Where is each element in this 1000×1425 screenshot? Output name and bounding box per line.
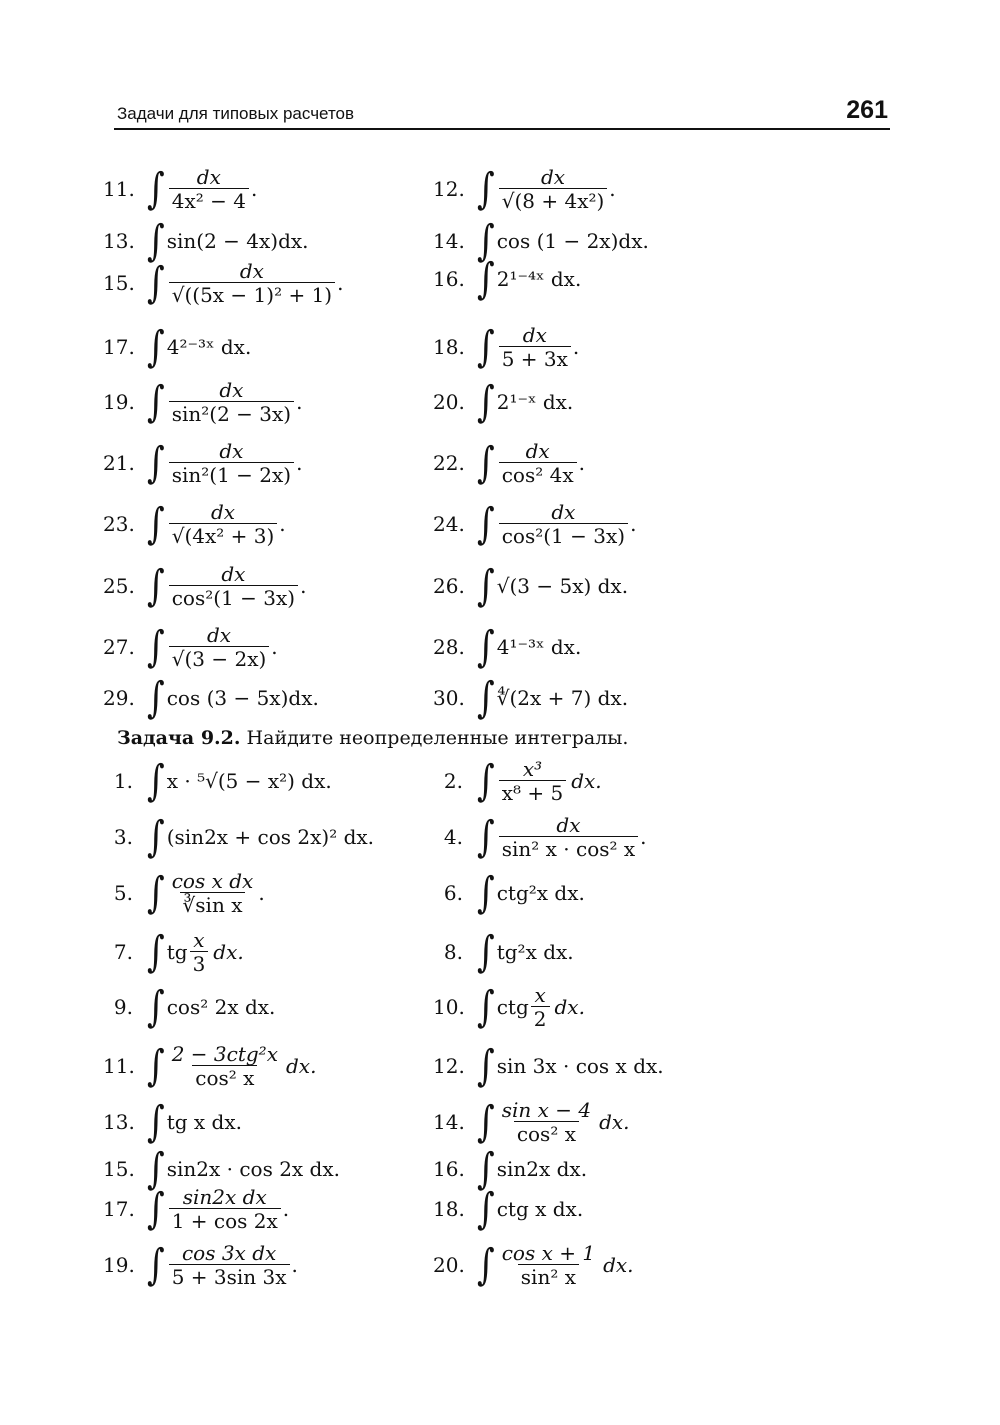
fraction (499, 1242, 598, 1288)
numerator: x (193, 928, 205, 952)
period: . (640, 825, 647, 849)
integrand: ∜(2x + 7) dx. (496, 686, 629, 710)
numerator: dx (525, 439, 550, 463)
task2-problem-10 (433, 978, 585, 1036)
denominator: 1 + cos 2x (169, 1208, 281, 1232)
task2-problem-9 (103, 978, 275, 1036)
numerator: x³ (522, 757, 543, 781)
integral-sign: ∫ (147, 673, 165, 723)
denominator: √(8 + 4x²) (499, 188, 608, 212)
numerator: dx (551, 500, 576, 524)
denominator: 2 (531, 1006, 550, 1030)
integral-sign: ∫ (477, 622, 495, 672)
problem-number: 19. (103, 1253, 135, 1277)
problem-number: 12. (433, 1054, 465, 1078)
problem-number: 13. (103, 1110, 135, 1134)
integral-sign: ∫ (147, 868, 165, 918)
integral-sign: ∫ (477, 216, 495, 266)
problem-number: 14. (433, 229, 465, 253)
integral-sign: ∫ (477, 438, 495, 488)
denominator: cos² x (514, 1121, 579, 1145)
denominator: x⁸ + 5 (499, 780, 567, 804)
problem-26 (433, 557, 628, 615)
problem-number: 2. (443, 769, 463, 793)
period: . (279, 512, 286, 536)
problem-number: 17. (103, 1197, 135, 1221)
numerator: sin2x dx (182, 1185, 267, 1209)
period: . (250, 177, 258, 201)
problem-number: 1. (113, 769, 133, 793)
numerator: dx (206, 623, 232, 647)
integral-sign: ∫ (477, 1240, 495, 1290)
integral-sign: ∫ (147, 322, 165, 372)
task2-problem-19 (103, 1236, 298, 1294)
denominator: cos²(1 − 3x) (499, 523, 628, 547)
task2-problem-18 (433, 1180, 583, 1238)
numerator: dx (522, 323, 547, 347)
problem-number: 28. (433, 635, 465, 659)
integral-sign: ∫ (147, 1144, 165, 1194)
problem-number: 20. (433, 1253, 465, 1277)
numerator: dx (210, 500, 236, 524)
problem-number: 16. (433, 1157, 465, 1181)
period: . (609, 177, 616, 201)
integral-sign: ∫ (147, 164, 165, 214)
problem-number: 4. (443, 825, 463, 849)
fraction (169, 1242, 290, 1288)
differential: dx. (213, 940, 244, 964)
fraction (169, 501, 278, 547)
denominator: ∛sin x (180, 892, 246, 916)
numerator: dx (556, 813, 581, 837)
integrand: 4¹⁻³ˣ dx. (496, 635, 582, 659)
denominator: 5 + 3sin 3x (169, 1264, 290, 1288)
numerator: dx (196, 165, 221, 189)
integral-sign: ∫ (477, 164, 495, 214)
numerator: cos 3x dx (181, 1241, 277, 1265)
fraction (499, 758, 567, 804)
integrand: ctg²x dx. (496, 881, 585, 905)
numerator: dx (239, 259, 264, 283)
task2-problem-12 (433, 1037, 664, 1095)
problem-number: 15. (103, 271, 135, 295)
problem-number: 6. (443, 881, 463, 905)
integrand: ctg x dx. (496, 1197, 584, 1221)
problem-number: 23. (103, 512, 135, 536)
fraction (190, 929, 209, 975)
problem-28 (433, 618, 581, 676)
problem-number: 14. (433, 1110, 465, 1134)
fraction (499, 166, 608, 212)
fraction (499, 1099, 594, 1145)
problem-number: 7. (113, 940, 133, 964)
denominator: √(4x² + 3) (169, 523, 278, 547)
numerator: dx (219, 439, 244, 463)
task-text: Найдите неопределенные интегралы. (246, 727, 629, 749)
task2-problem-6 (433, 864, 585, 922)
differential: dx. (603, 1253, 634, 1277)
task-label: Задача 9.2. (117, 727, 241, 749)
problem-number: 22. (433, 451, 465, 475)
integral-sign: ∫ (477, 1041, 495, 1091)
problem-number: 8. (443, 940, 463, 964)
integrand: sin(2 − 4x)dx. (166, 229, 309, 253)
problem-27 (103, 618, 278, 676)
denominator: 4x² − 4 (169, 188, 249, 212)
numerator: x (534, 983, 546, 1007)
task2-problem-1 (103, 752, 332, 810)
fraction (499, 814, 638, 860)
problem-16 (433, 250, 581, 308)
differential: dx. (285, 1054, 317, 1078)
integral-sign: ∫ (477, 499, 495, 549)
function-name: ctg (496, 995, 529, 1019)
numerator: sin x − 4 (501, 1098, 592, 1122)
task2-problem-5 (103, 864, 265, 922)
denominator: √((5x − 1)² + 1) (169, 282, 335, 306)
integral-sign: ∫ (477, 561, 495, 611)
integral-sign: ∫ (147, 622, 165, 672)
fraction (169, 1043, 281, 1089)
problem-number: 3. (113, 825, 133, 849)
problem-number: 18. (433, 335, 465, 359)
problem-number: 19. (103, 390, 135, 414)
problem-15 (103, 254, 343, 312)
integral-sign: ∫ (147, 756, 165, 806)
period: . (271, 635, 278, 659)
period: . (630, 512, 637, 536)
integrand: sin2x dx. (496, 1157, 588, 1181)
integral-sign: ∫ (477, 927, 495, 977)
fraction (169, 379, 294, 425)
problem-24 (433, 495, 636, 553)
fraction (169, 260, 335, 306)
integral-sign: ∫ (477, 1097, 495, 1147)
problem-number: 25. (103, 574, 135, 598)
problem-11 (103, 160, 257, 218)
denominator: sin² x · cos² x (499, 836, 638, 860)
integral-sign: ∫ (147, 438, 165, 488)
differential: dx. (554, 995, 585, 1019)
problem-number: 24. (433, 512, 465, 536)
task2-problem-11 (103, 1037, 316, 1095)
integrand: 4²⁻³ˣ dx. (166, 335, 252, 359)
problem-29 (103, 669, 319, 727)
integral-sign: ∫ (147, 1240, 165, 1290)
denominator: √(3 − 2x) (169, 646, 270, 670)
integral-sign: ∫ (477, 982, 495, 1032)
fraction (499, 501, 628, 547)
fraction (499, 324, 571, 370)
problem-21 (103, 434, 302, 492)
problem-number: 26. (433, 574, 465, 598)
task2-problem-4 (433, 808, 647, 866)
fraction (169, 166, 249, 212)
fraction (499, 440, 577, 486)
differential: dx. (571, 769, 602, 793)
integral-sign: ∫ (147, 927, 165, 977)
problem-30 (433, 669, 628, 727)
period: . (258, 881, 265, 905)
numerator: cos x dx (171, 869, 254, 893)
problem-number: 29. (103, 686, 135, 710)
problem-number: 10. (433, 995, 465, 1019)
problem-20 (433, 373, 573, 431)
integrand: √(3 − 5x) dx. (496, 574, 629, 598)
problem-number: 18. (433, 1197, 465, 1221)
integral-sign: ∫ (477, 812, 495, 862)
integral-sign: ∫ (147, 1097, 165, 1147)
integrand: 2¹⁻ˣ dx. (496, 390, 574, 414)
numerator: 2 − 3ctg²x (171, 1042, 278, 1066)
integral-sign: ∫ (147, 499, 165, 549)
denominator: cos² x (192, 1065, 257, 1089)
problem-number: 11. (103, 177, 135, 201)
task2-problem-8 (433, 923, 574, 981)
fraction (169, 1186, 281, 1232)
fraction (169, 440, 294, 486)
integrand: tg x dx. (166, 1110, 242, 1134)
integral-sign: ∫ (147, 982, 165, 1032)
problem-number: 30. (433, 686, 465, 710)
period: . (572, 335, 580, 359)
fraction (169, 870, 257, 916)
integrand: (sin2x + cos 2x)² dx. (166, 825, 375, 849)
problem-18 (433, 318, 579, 376)
problem-23 (103, 495, 286, 553)
integral-sign: ∫ (477, 254, 495, 304)
integral-sign: ∫ (147, 216, 165, 266)
denominator: cos²(1 − 3x) (169, 585, 298, 609)
task-heading (117, 727, 628, 749)
period: . (578, 451, 585, 475)
integrand: 2¹⁻⁴ˣ dx. (496, 267, 582, 291)
integral-sign: ∫ (477, 377, 495, 427)
numerator: dx (540, 165, 566, 189)
problem-number: 13. (103, 229, 135, 253)
integral-sign: ∫ (477, 868, 495, 918)
numerator: dx (219, 378, 244, 402)
task2-problem-3 (103, 808, 374, 866)
problem-number: 21. (103, 451, 135, 475)
task2-problem-20 (433, 1236, 634, 1294)
integrand: x · ⁵√(5 − x²) dx. (166, 769, 332, 793)
header-rule (114, 128, 890, 130)
integral-sign: ∫ (147, 1041, 165, 1091)
period: . (291, 1253, 298, 1277)
problem-19 (103, 373, 302, 431)
task2-problem-7 (103, 923, 244, 981)
problem-number: 11. (103, 1054, 135, 1078)
page-number: 261 (846, 96, 888, 124)
period: . (300, 574, 307, 598)
problem-number: 12. (433, 177, 465, 201)
problem-number: 15. (103, 1157, 135, 1181)
denominator: sin²(1 − 2x) (169, 462, 294, 486)
integrand: cos² 2x dx. (166, 995, 276, 1019)
integrand: sin 3x · cos x dx. (496, 1054, 664, 1078)
task2-problem-17 (103, 1180, 289, 1238)
integral-sign: ∫ (477, 1184, 495, 1234)
integrand: cos (3 − 5x)dx. (166, 686, 319, 710)
denominator: sin² x (518, 1264, 579, 1288)
denominator: 5 + 3x (499, 346, 571, 370)
integrand: cos (1 − 2x)dx. (496, 229, 649, 253)
integral-sign: ∫ (477, 756, 495, 806)
running-header-title: Задачи для типовых расчетов (117, 104, 355, 123)
task2-problem-2 (433, 752, 602, 810)
fraction (169, 563, 298, 609)
problem-12 (433, 160, 616, 218)
function-name: tg (166, 940, 188, 964)
numerator: cos x + 1 (501, 1241, 596, 1265)
period: . (337, 271, 344, 295)
integrand: sin2x · cos 2x dx. (166, 1157, 340, 1181)
problem-number: 17. (103, 335, 135, 359)
problem-22 (433, 434, 585, 492)
differential: dx. (599, 1110, 630, 1134)
problem-25 (103, 557, 306, 615)
integral-sign: ∫ (147, 258, 165, 308)
integral-sign: ∫ (147, 377, 165, 427)
denominator: 3 (190, 951, 209, 975)
integral-sign: ∫ (147, 812, 165, 862)
integral-sign: ∫ (477, 673, 495, 723)
integral-sign: ∫ (147, 561, 165, 611)
denominator: sin²(2 − 3x) (169, 401, 294, 425)
fraction (169, 624, 270, 670)
integral-sign: ∫ (477, 1144, 495, 1194)
fraction (531, 984, 550, 1030)
problem-number: 16. (433, 267, 465, 291)
denominator: cos² 4x (499, 462, 577, 486)
problem-number: 5. (113, 881, 133, 905)
period: . (296, 451, 303, 475)
problem-17 (103, 318, 251, 376)
numerator: dx (221, 562, 246, 586)
period: . (296, 390, 303, 414)
problem-number: 9. (113, 995, 133, 1019)
integral-sign: ∫ (147, 1184, 165, 1234)
integral-sign: ∫ (477, 322, 495, 372)
period: . (282, 1197, 290, 1221)
problem-number: 20. (433, 390, 465, 414)
integrand: tg²x dx. (496, 940, 574, 964)
problem-number: 27. (103, 635, 135, 659)
